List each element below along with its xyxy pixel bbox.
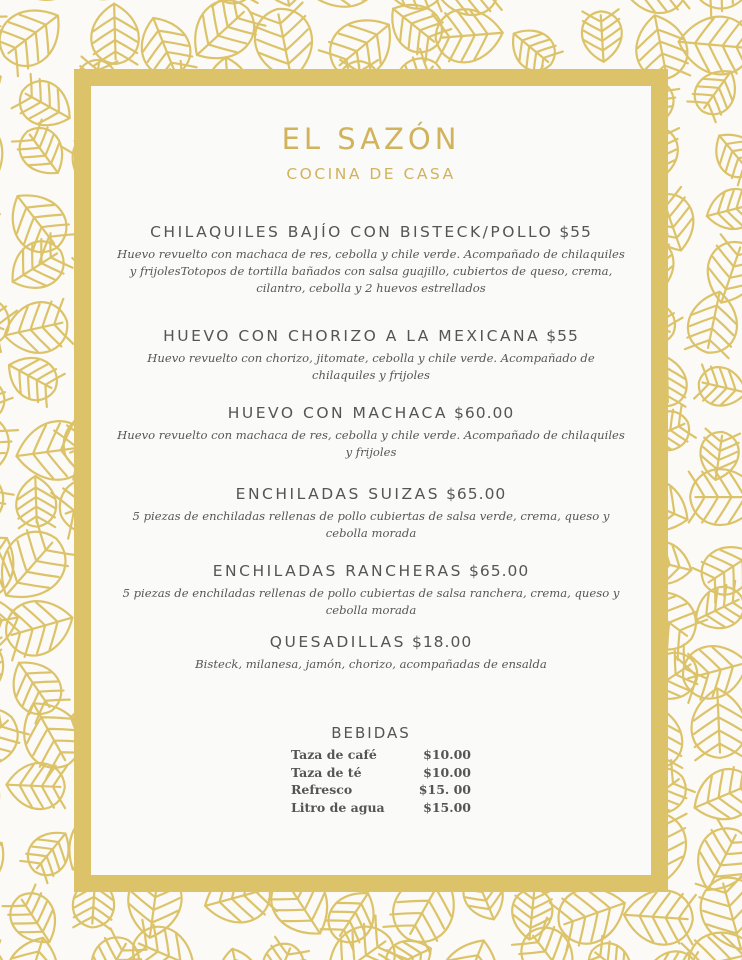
drink-name: Litro de agua	[291, 799, 385, 815]
drink-name: Taza de café	[291, 747, 377, 762]
drink-row	[291, 781, 471, 799]
drink-price: $15. 00	[418, 782, 471, 797]
menu-item	[111, 404, 631, 461]
menu-item	[111, 223, 631, 297]
drink-price: $10.00	[423, 747, 471, 762]
menu-item-name: ENCHILADAS RANCHERAS $65.00	[212, 562, 530, 580]
drinks-list	[291, 746, 471, 816]
menu-item-description: 5 piezas de enchiladas rellenas de pollo cubiertas de salsa ranchera, crema, queso y cebolla morada	[122, 586, 620, 617]
drink-row	[291, 746, 471, 764]
drink-name: Taza de té	[291, 764, 362, 780]
menu-item-name: ENCHILADAS SUIZAS $65.00	[235, 485, 507, 503]
menu-item	[111, 327, 631, 384]
menu-item-name: QUESADILLAS $18.00	[269, 633, 473, 651]
menu-item-price: $18.00	[411, 633, 473, 651]
menu-item	[111, 485, 631, 542]
menu-item	[111, 562, 631, 619]
restaurant-subtitle: COCINA DE CASA	[286, 165, 456, 183]
menu-item-name: HUEVO CON CHORIZO A LA MEXICANA $55	[163, 327, 579, 345]
menu-item-description: 5 piezas de enchiladas rellenas de pollo cubiertas de salsa verde, crema, queso y cebolla morada	[132, 509, 610, 540]
drink-name: Refresco	[291, 782, 353, 797]
menu-item-price: $55	[546, 327, 579, 345]
menu-item-name: CHILAQUILES BAJÍO CON BISTECK/POLLO $55	[150, 223, 592, 241]
drink-price: $10.00	[423, 764, 471, 780]
menu-item-price: $55	[559, 223, 592, 241]
menu-item-description: Bisteck, milanesa, jamón, chorizo, acompañadas de ensalda	[195, 657, 547, 671]
menu-item-name: HUEVO CON MACHACA $60.00	[227, 404, 515, 422]
menu-item-description: Huevo revuelto con chorizo, jitomate, cebolla y chile verde. Acompañado de chilaquiles y frijoles	[147, 351, 595, 382]
menu-item-description: Huevo revuelto con machaca de res, cebolla y chile verde. Acompañado de chilaquiles y frijolesTotopos de tortilla bañados con salsa guajillo, cubiertos de queso, crema, cilantro, cebolla y 2 huevos estrellados	[117, 247, 625, 295]
menu-item-price: $65.00	[446, 485, 507, 503]
menu-item-description: Huevo revuelto con machaca de res, cebolla y chile verde. Acompañado de chilaquiles y frijoles	[117, 428, 625, 459]
drink-price: $15.00	[423, 799, 471, 815]
drinks-title: BEBIDAS	[331, 724, 411, 742]
menu-item-price: $65.00	[469, 562, 530, 580]
menu-item-price: $60.00	[454, 404, 515, 422]
drink-row	[291, 764, 471, 782]
menu-panel	[91, 86, 651, 875]
menu-item	[111, 633, 631, 673]
drink-row	[291, 799, 471, 817]
restaurant-title: EL SAZÓN	[281, 122, 461, 156]
